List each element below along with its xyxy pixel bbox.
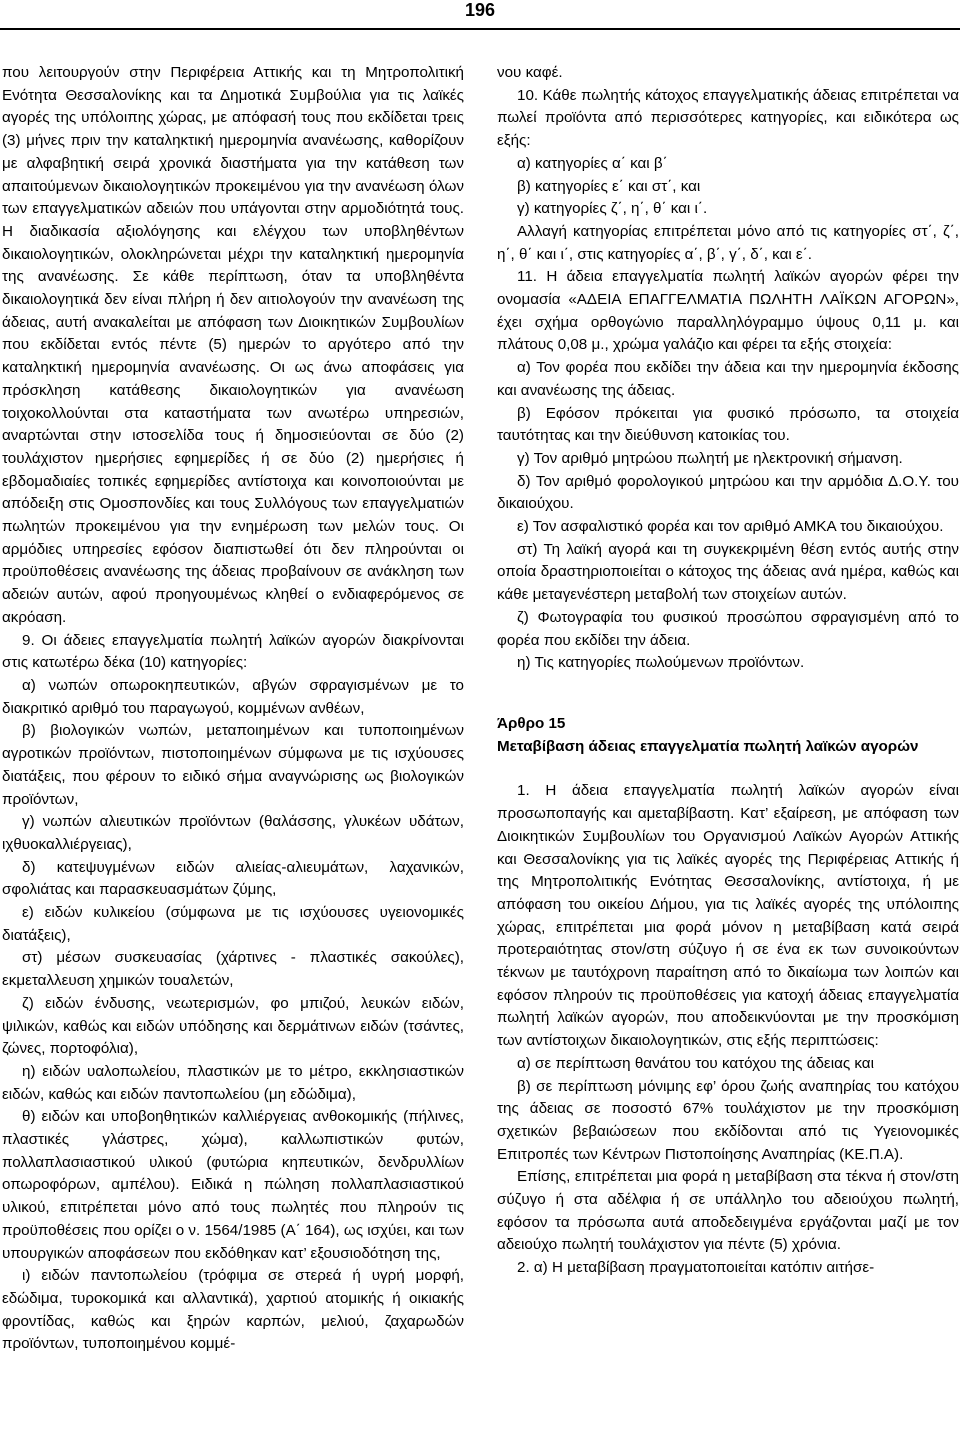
paragraph: θ) ειδών και υποβοηθητικών καλλιέργειας ανθοκομικής (πήλινες, πλαστικές γλάστρες, χώμα), καλλωπιστικών φυτών, πολλαπλασιαστικού υλικού (φυτώρια κηπευτικών, δενδρυλλίων οπωροφόρων, αμπέλου). Ειδικά η πώληση πολλαπλασιαστικού υλικού, επιτρέπεται μόνο από τους πωλητές που πληρούν τις προϋποθέσεις που ορίζει ο ν. 1564/1985 (Α΄ 164), ως ισχύει, και των υπουργικών αποφάσεων που εκδόθηκαν κατ’ εξουσιοδότηση της, <box>2 1108 464 1262</box>
article-number: Άρθρο 15 <box>497 714 566 732</box>
paragraph: α) νωπών οπωροκηπευτικών, αβγών σφραγισμένων με το διακριτικό αριθμό του παραγωγού, κομμένων ανθέων, <box>2 676 464 717</box>
paragraph: α) Τον φορέα που εκδίδει την άδεια και την ημερομηνία έκδοσης και ανανέωσης της άδειας. <box>497 359 959 399</box>
paragraph: β) βιολογικών νωπών, μεταποιημένων και τυποποιημένων αγροτικών προϊόντων, πιστοποιημένων σύμφωνα με τις ισχύουσες διατάξεις, που φέρουν το ειδικό σήμα αναγνώρισης ως βιολογικών προϊόντων, <box>2 722 464 808</box>
page-number: 196 <box>464 0 496 20</box>
paragraph: γ) κατηγορίες ζ΄, η΄, θ΄ και ι΄. <box>517 200 708 218</box>
paragraph: Επίσης, επιτρέπεται μια φορά η μεταβίβαση στα τέκνα ή στον/στη σύζυγο ή στα αδέλφια ή σε υπάλληλο του αδειούχου πωλητή, εφόσον τα πρόσωπα αυτά αποδεδειγμένα εργάζονται μαζί με τον αδειούχο πωλητή τουλάχιστον για πέντε (5) χρόνια. <box>497 1168 959 1254</box>
paragraph: η) ειδών υαλοπωλείου, πλαστικών με το μέτρο, εκκλησιαστικών ειδών, καθώς και ειδών παντοπωλείου (μη εδώδιμα), <box>2 1062 464 1103</box>
paragraph: η) Τις κατηγορίες πωλούμενων προϊόντων. <box>517 654 805 672</box>
right-column-paragraphs <box>497 62 959 675</box>
paragraph: 9. Οι άδειες επαγγελματία πωλητή λαϊκών αγορών διακρίνονται στις κατωτέρω δέκα (10) κατηγορίες: <box>2 631 464 672</box>
paragraph: που λειτουργούν στην Περιφέρεια Αττικής και τη Μητροπολιτική Ενότητα Θεσσαλονίκης και τα Δημοτικά Συμβούλια για τις λαϊκές αγορές της υπόλοιπης χώρας, με απόφασή τους που εκδίδεται τρεις (3) μήνες πριν την καταληκτική ημερομηνία ανανέωσης, καθορίζουν με αλφαβητική σειρά χρονικά διαστήματα για την κατάθεση των απαιτούμενων δικαιολογητικών προκειμένου για την ανανέωση όλων των επαγγελματικών αδειών που υπάγονται στην αρμοδιότητά τους. Η διαδικασία αξιολόγησης και ελέγχου των υποβληθέντων δικαιολογητικών, ολοκληρώνεται μέχρι την καταληκτική ημερομηνία της ανανέωσης. Σε κάθε περίπτωση, όταν τα υποβληθέντα δικαιολογητικά δεν είναι πλήρη ή δεν αιτιολογούν την ανανέωση της άδειας, αυτή ανακαλείται με απόφαση των Διοικητικών Συμβουλίων που εκδίδεται εντός πέντε (5) ημερών το αργότερο από την καταληκτική ημερομηνία ανανέωσης. Οι ως άνω αποφάσεις για πρόσκληση κατάθεσης δικαιολογητικών για ανανέωση τοιχοκολλούνται στα καταστήματα των ανωτέρω υπηρεσιών, αναρτώνται στην ιστοσελίδα τους ή δημοσιεύονται σε δύο (2) τουλάχιστον ημερήσιες εφημερίδες ή σε δύο (2) ημερήσιες ή εβδομαδιαίες τοπικές εφημερίδες αντίστοιχα και κοινοποιούνται με απόδειξη στις Ομοσπονδίες και τους Συλλόγους των επαγγελματιών πωλητών προκειμένου για την ενημέρωση των μελών τους. Οι αρμόδιες υπηρεσίες εφόσον διαπιστωθεί ότι δεν πληρούνται οι προϋποθέσεις ανανέωσης της άδειας προβαίνουν σε ανάκληση των αδειών αυτών, αφού προηγουμένως κληθεί ο ενδιαφερόμενος σε ακρόαση. <box>2 64 464 626</box>
article-title: Μεταβίβαση άδειας επαγγελματία πωλητή λαϊκών αγορών <box>497 737 919 755</box>
paragraph: γ) Τον αριθμό μητρώου πωλητή με ηλεκτρονική σήμανση. <box>517 449 903 467</box>
paragraph: ζ) ειδών ένδυσης, νεωτερισμών, φο μπιζού, λευκών ειδών, ψιλικών, καθώς και ειδών υπόδησης και δερμάτινων ειδών (τσάντες, ζώνες, πορτοφόλια), <box>2 994 464 1058</box>
paragraph: ι) ειδών παντοπωλείου (τρόφιμα σε στερεά ή υγρή μορφή, εδώδιμα, τυροκομικά και αλλαντικά), χαρτιού ατομικής ή οικιακής φροντίδας, καθώς και ξηρών καρπών, μελιού, ζαχαρωδών προϊόντων, τυποποιημένου κομμέ- <box>2 1267 464 1353</box>
paragraph: στ) μέσων συσκευασίας (χάρτινες - πλαστικές σακούλες), εκμεταλλευση χημικών τουαλετών, <box>2 949 464 990</box>
paragraph: στ) Τη λαϊκή αγορά και τη συγκεκριμένη θέση εντός αυτής στην οποία δραστηριοποιείται ο κάτοχος της άδειας ανά ημέρα, καθώς και κάθε μεταγενέστερη μεταβολή των στοιχείων αυτών. <box>497 540 959 604</box>
left-column <box>2 62 464 1356</box>
article-paragraphs <box>497 780 959 1279</box>
paragraph: Αλλαγή κατηγορίας επιτρέπεται μόνο από τις κατηγορίες στ΄, ζ΄, η΄, θ΄ και ι΄, στις κατηγορίες α΄, β΄, γ΄, δ΄, και ε΄. <box>497 222 959 263</box>
paragraph: 10. Κάθε πωλητής κάτοχος επαγγελματικής άδειας επιτρέπεται να πωλεί προϊόντα από περισσότερες κατηγορίες, και ειδικότερα ως εξής: <box>497 86 959 150</box>
paragraph: 1. Η άδεια επαγγελματία πωλητή λαϊκών αγορών είναι προσωποπαγής και αμεταβίβαστη. Κατ’ εξαίρεση, με απόφαση των Διοικητικών Συμβουλίων του Οργανισμού Λαϊκών Αγορών Αττικής και Θεσσαλονίκης για τις λαϊκές αγορές της Περιφέρειας Αττικής ή της Μητροπολιτικής Ενότητας Θεσσαλονίκης, αντίστοιχα, ή με απόφαση του οικείου Δήμου, για τις λαϊκές αγορές της υπόλοιπης χώρας, επιτρέπεται μια φορά μόνον η μεταβίβαση κατά σειρά προτεραιότητας στον/στη σύζυγο ή σε ένα εκ των συνοικούντων τέκνων με ταυτόχρονη παραίτηση από το δικαίωμα των λοιπών και εφόσον πληρούν τις προϋποθέσεις για κατοχή άδειας επαγγελματία πωλητή λαϊκών αγορών, που αποδεικνύονται με την προσκόμιση των αντίστοιχων δικαιολογητικών, στις εξής περιπτώσεις: <box>497 782 959 1050</box>
paragraph: β) σε περίπτωση μόνιμης εφ’ όρου ζωής αναπηρίας του κατόχου της άδειας σε ποσοστό 67% τουλάχιστον με την προσκόμιση σχετικών βεβαιώσεων που εκδίδονται από τις Υγειονομικές Επιτροπές των Κέντρων Πιστοποίησης Αναπηρίας (ΚΕ.Π.Α). <box>497 1077 959 1163</box>
paragraph: δ) Τον αριθμό φορολογικού μητρώου και την αρμόδια Δ.Ο.Υ. του δικαιούχου. <box>497 472 959 513</box>
page-header <box>0 0 960 30</box>
right-column <box>497 62 959 1280</box>
paragraph: α) σε περίπτωση θανάτου του κατόχου της άδειας και <box>517 1054 874 1072</box>
paragraph: δ) κατεψυγμένων ειδών αλιείας-αλιευμάτων, λαχανικών, σφολιάτας και παρασκευασμάτων ζύμης, <box>2 858 464 899</box>
paragraph: 11. Η άδεια επαγγελματία πωλητή λαϊκών αγορών φέρει την ονομασία «ΑΔΕΙΑ ΕΠΑΓΓΕΛΜΑΤΙΑ ΠΩΛΗΤΗ ΛΑΪΚΩΝ ΑΓΟΡΩΝ», έχει σχήμα ορθογώνιο παραλληλόγραμμο ύψους 0,11 μ. και πλάτους 0,08 μ., χρώμα γαλάζιο και φέρει τα εξής στοιχεία: <box>497 268 959 354</box>
paragraph: ε) ειδών κυλικείου (σύμφωνα με τις ισχύουσες υγειονομικές διατάξεις), <box>2 904 464 944</box>
paragraph: ζ) Φωτογραφία του φυσικού προσώπου σφραγισμένη από το φορέα που εκδίδει την άδεια. <box>497 608 959 649</box>
paragraph: ε) Τον ασφαλιστικό φορέα και τον αριθμό ΑΜΚΑ του δικαιούχου. <box>517 518 944 536</box>
paragraph: α) κατηγορίες α΄ και β΄ <box>517 154 668 172</box>
paragraph: γ) νωπών αλιευτικών προϊόντων (θαλάσσης, γλυκέων υδάτων, ιχθυοκαλλιέργειας), <box>2 813 464 853</box>
paragraph: β) κατηγορίες ε΄ και στ΄, και <box>517 177 701 195</box>
paragraph: 2. α) Η μεταβίβαση πραγματοποιείται κατόπιν αιτήσε- <box>517 1259 875 1277</box>
paragraph: νου καφέ. <box>497 64 563 81</box>
paragraph: β) Εφόσον πρόκειται για φυσικό πρόσωπο, τα στοιχεία ταυτότητας και την διεύθυνση κατοικίας του. <box>497 404 959 445</box>
